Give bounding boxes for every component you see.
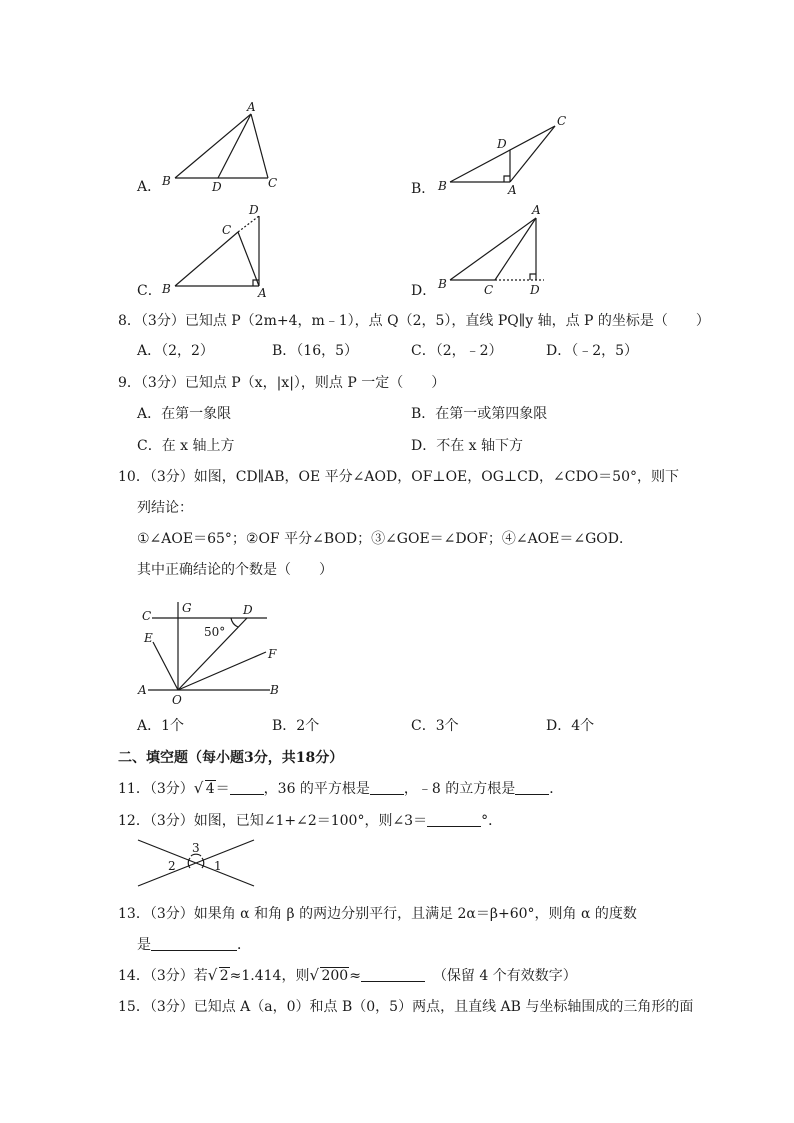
q11-stem	[118, 780, 563, 798]
q11-number: 11．（3分）	[118, 781, 194, 797]
q10-option-a: A．1个	[137, 718, 185, 734]
q8-option-a: A．（2，2）	[137, 343, 214, 359]
q10-stem-line1: 10．（3分）如图，CD∥AB，OE 平分∠AOD，OF⊥OE，OG⊥CD，∠CDO＝50°，则下	[118, 469, 679, 485]
q10-stem-line4: 其中正确结论的个数是（ ）	[137, 562, 333, 578]
section-2-title: 二、填空题（每小题3分，共18分）	[118, 750, 344, 766]
point-d-label: D	[243, 603, 253, 617]
q9-option-c: C．在 x 轴上方	[137, 438, 235, 454]
segment-ac	[251, 114, 268, 178]
q12-figure	[130, 836, 260, 896]
q7-figure-a	[155, 98, 295, 198]
angle-arc	[231, 618, 238, 627]
arc-1	[202, 858, 204, 868]
point-b-label: B	[270, 683, 279, 697]
point-c-label: C	[484, 283, 494, 297]
angle-2-label: 2	[168, 859, 176, 873]
segment-ac	[510, 126, 555, 182]
q13-end: ．	[237, 937, 251, 953]
point-d-label: D	[530, 283, 540, 297]
angle-3-label: 3	[192, 841, 200, 855]
q7-option-b-label: B．	[411, 181, 436, 197]
point-a-label: A	[508, 183, 517, 197]
point-d-label: D	[212, 180, 222, 194]
q14-number: 14．（3分）若	[118, 968, 208, 984]
q12-end: °．	[481, 813, 503, 829]
q13-shi: 是	[137, 937, 151, 953]
ray-oe	[153, 642, 178, 690]
segment-bc	[175, 232, 238, 286]
arc-2	[188, 858, 190, 868]
point-a-label: A	[138, 683, 147, 697]
point-a-label: A	[247, 100, 256, 114]
q14-blank[interactable]	[361, 967, 425, 982]
q7-option-d-label: D．	[411, 283, 437, 299]
q7-option-c-label: C．	[137, 283, 162, 299]
q12-text: 12．（3分）如图，已知∠1+∠2＝100°，则∠3＝	[118, 813, 428, 829]
point-c-label: C	[557, 114, 567, 128]
q9-option-b: B．在第一或第四象限	[411, 406, 548, 422]
q8-stem: 8．（3分）已知点 P（2m+4，m﹣1），点 Q（2，5），直线 PQ∥y 轴，点 P 的坐标是（ ）	[118, 313, 710, 329]
point-a-label: A	[532, 203, 541, 217]
point-c-label: C	[142, 609, 152, 623]
point-b-label: B	[162, 174, 171, 188]
q11-part-3: ，﹣8 的立方根是	[403, 781, 516, 797]
q8-option-c: C．（2，﹣2）	[411, 343, 503, 359]
right-angle-mark	[504, 176, 510, 182]
point-e-label: E	[144, 631, 153, 645]
sqrt-4	[194, 780, 216, 798]
angle-label: 50°	[204, 625, 226, 639]
q13-blank[interactable]	[151, 936, 237, 951]
radicand-2: 2	[219, 968, 229, 984]
point-b-label: B	[438, 179, 447, 193]
point-b-label: B	[438, 277, 447, 291]
q7-figure-d	[430, 200, 570, 300]
q10-option-d: D．4个	[546, 718, 595, 734]
point-g-label: G	[182, 601, 192, 615]
q12-stem	[118, 812, 502, 830]
q10-conclusions: ①∠AOE＝65°；②OF 平分∠BOD；③∠GOE＝∠DOF；④∠AOE＝∠GOD．	[137, 531, 633, 547]
q8-option-d: D．（﹣2，5）	[546, 343, 639, 359]
segment-bc	[450, 126, 555, 182]
segment-ba	[450, 218, 536, 280]
q14-stem	[118, 967, 577, 985]
q10-option-b: B．2个	[272, 718, 320, 734]
q13-stem-line2	[137, 936, 251, 954]
q11-blank-2[interactable]	[370, 780, 404, 795]
point-a-label: A	[258, 286, 267, 300]
segment-ca	[238, 232, 259, 286]
q10-stem-line2: 列结论：	[137, 500, 193, 516]
radicand-200: 200	[321, 968, 349, 984]
q9-option-d: D．不在 x 轴下方	[411, 438, 524, 454]
point-c-label: C	[268, 176, 278, 190]
point-d-label: D	[249, 203, 259, 217]
q15-stem: 15．（3分）已知点 A（a，0）和点 B（0，5）两点，且直线 AB 与坐标轴围成的三角形的面	[118, 999, 694, 1015]
q11-blank-3[interactable]	[515, 780, 549, 795]
q13-stem-line1: 13．（3分）如果角 α 和角 β 的两边分别平行，且满足 2α＝β+60°，则角 α 的度数	[118, 906, 637, 922]
q7-figure-b	[430, 108, 580, 198]
q11-eq: ＝	[215, 781, 230, 797]
q14-part-2: ≈1.414，则	[229, 968, 310, 984]
sqrt-200	[309, 967, 349, 985]
q7-option-a-label: A．	[137, 179, 162, 195]
q11-end: ．	[549, 781, 564, 797]
radicand: 4	[205, 781, 215, 797]
q9-stem: 9．（3分）已知点 P（x，|x|），则点 P 一定（ ）	[118, 375, 446, 391]
q9-option-a: A．在第一象限	[137, 406, 232, 422]
dashed-cd	[238, 216, 259, 232]
ray-of	[178, 652, 266, 690]
point-c-label: C	[222, 223, 232, 237]
segment-ba	[175, 114, 251, 178]
point-f-label: F	[268, 647, 277, 661]
point-b-label: B	[162, 282, 171, 296]
q10-option-c: C．3个	[411, 718, 459, 734]
q7-figure-c	[155, 200, 285, 300]
q14-approx: ≈	[349, 968, 361, 984]
q10-figure	[130, 590, 290, 710]
segment-ca	[495, 218, 536, 280]
segment-ad	[218, 114, 251, 178]
q11-part-2: ，36 的平方根是	[263, 781, 370, 797]
sqrt-2	[208, 967, 230, 985]
right-angle-mark	[530, 274, 536, 280]
point-d-label: D	[497, 137, 507, 151]
q12-blank[interactable]	[427, 812, 481, 827]
q8-option-b: B．（16，5）	[272, 343, 359, 359]
q11-blank-1[interactable]	[230, 780, 264, 795]
angle-1-label: 1	[214, 859, 222, 873]
q14-note: （保留 4 个有效数字）	[432, 968, 577, 984]
point-o-label: O	[172, 693, 182, 707]
